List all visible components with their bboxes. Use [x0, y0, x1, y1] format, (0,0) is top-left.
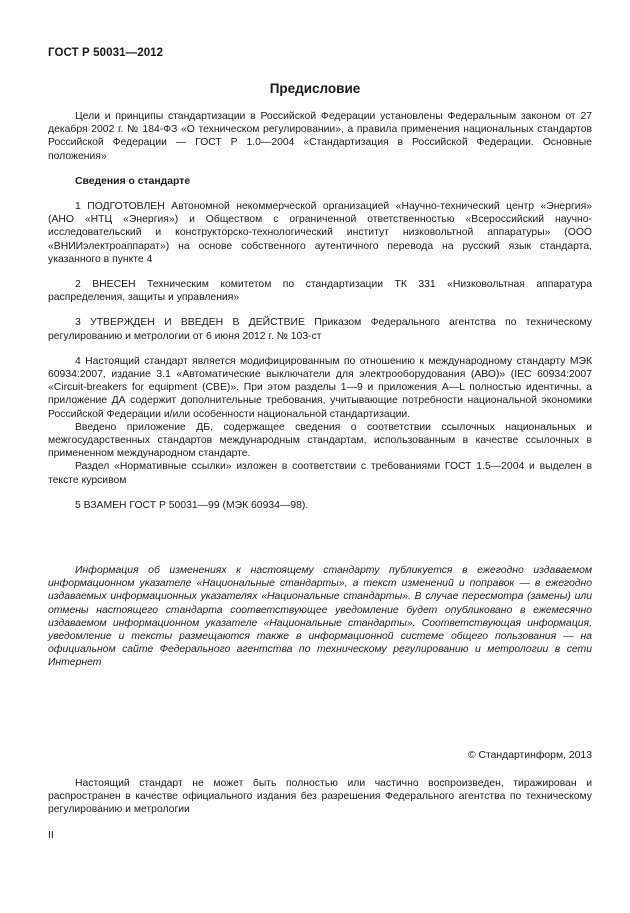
reproduction-notice: Настоящий стандарт не может быть полностью или частично воспроизведен, тиражирован и распространен в качестве официального издания без разрешения Федерального агентства по техническому регулированию и метрологии [48, 778, 592, 816]
standard-code: ГОСТ Р 50031—2012 [48, 47, 164, 59]
item-prepared: 1 ПОДГОТОВЛЕН Автономной некоммерческой организацией «Научно-технический центр «Энергия» (АНО «НТЦ «Энергия») и Обществом с ограниченной ответственностью «Всероссийский научно-исследовательский и конструкторско-технологический институт низковольтной аппаратуры» (ООО «ВНИИэлектроаппарат») на основе собственного аутентичного перевода на русский язык стандарта, указанного в пункте 4 [48, 201, 592, 265]
item-modified-references: Раздел «Нормативные ссылки» изложен в соответствии с требованиями ГОСТ 1.5—2004 и выделен в тексте курсивом [48, 461, 592, 486]
item-modified-annex: Введено приложение ДБ, содержащее сведения о соответствии ссылочных национальных и межгосударственных стандартов международным стандартам, использованным в качестве ссылочных в примененном международном стандарте. [48, 421, 592, 460]
item-replaces: 5 ВЗАМЕН ГОСТ Р 50031—99 (МЭК 60934—98). [75, 499, 309, 511]
copyright: © Стандартинформ, 2013 [467, 750, 592, 761]
standard-info-heading: Сведения о стандарте [75, 175, 191, 187]
reproduction-block [48, 777, 592, 817]
item-submitted: 2 ВНЕСЕН Техническим комитетом по стандартизации ТК 331 «Низковольтная аппаратура распределения, защиты и управления» [48, 279, 592, 304]
item-approved: 3 УТВЕРЖДЕН И ВВЕДЕН В ДЕЙСТВИЕ Приказом Федерального агентства по техническому регулированию и метрологии от 6 июня 2012 г. № 103-ст [48, 317, 592, 342]
item-modified: 4 Настоящий стандарт является модифицированным по отношению к международному стандарту МЭК 60934:2007, издание 3.1 «Автоматические выключатели для электрооборудования (АВО)» (IEC 60934:2007 «Circuit-breakers for equipment (CBE)». При этом разделы 1—9 и приложения А—L полностью идентичны, а приложение ДА содержит дополнительные требования, учитывающие потребности национальной экономики Российской Федерации и/или особенности национальной стандартизации. [48, 355, 592, 420]
foreword-body [48, 110, 592, 512]
info-notice-block [48, 564, 592, 670]
info-notice: Информация об изменениях к настоящему стандарту публикуется в ежегодно издаваемом информационном указателе «Национальные стандарты», а текст изменений и поправок — в ежегодно издаваемых информационных указателях «Национальные стандарты». В случае пересмотра (замены) или отмены настоящего стандарта соответствующее уведомление будет опубликовано в ежемесячно издаваемом информационном указателе «Национальные стандарты». Соответствующая информация, уведомление и тексты размещаются также в информационной системе общего пользования — на официальном сайте Федерального агентства по техническому регулированию и метрологии в сети Интернет [48, 565, 592, 669]
intro-paragraph: Цели и принципы стандартизации в Российской Федерации установлены Федеральным законом от 27 декабря 2002 г. № 184-ФЗ «О техническом регулировании», а правила применения национальных стандартов Российской Федерации — ГОСТ Р 1.0—2004 «Стандартизация в Российской Федерации. Основные положения» [48, 111, 592, 162]
page-title: Предисловие [269, 81, 361, 96]
page-number: II [48, 830, 54, 841]
